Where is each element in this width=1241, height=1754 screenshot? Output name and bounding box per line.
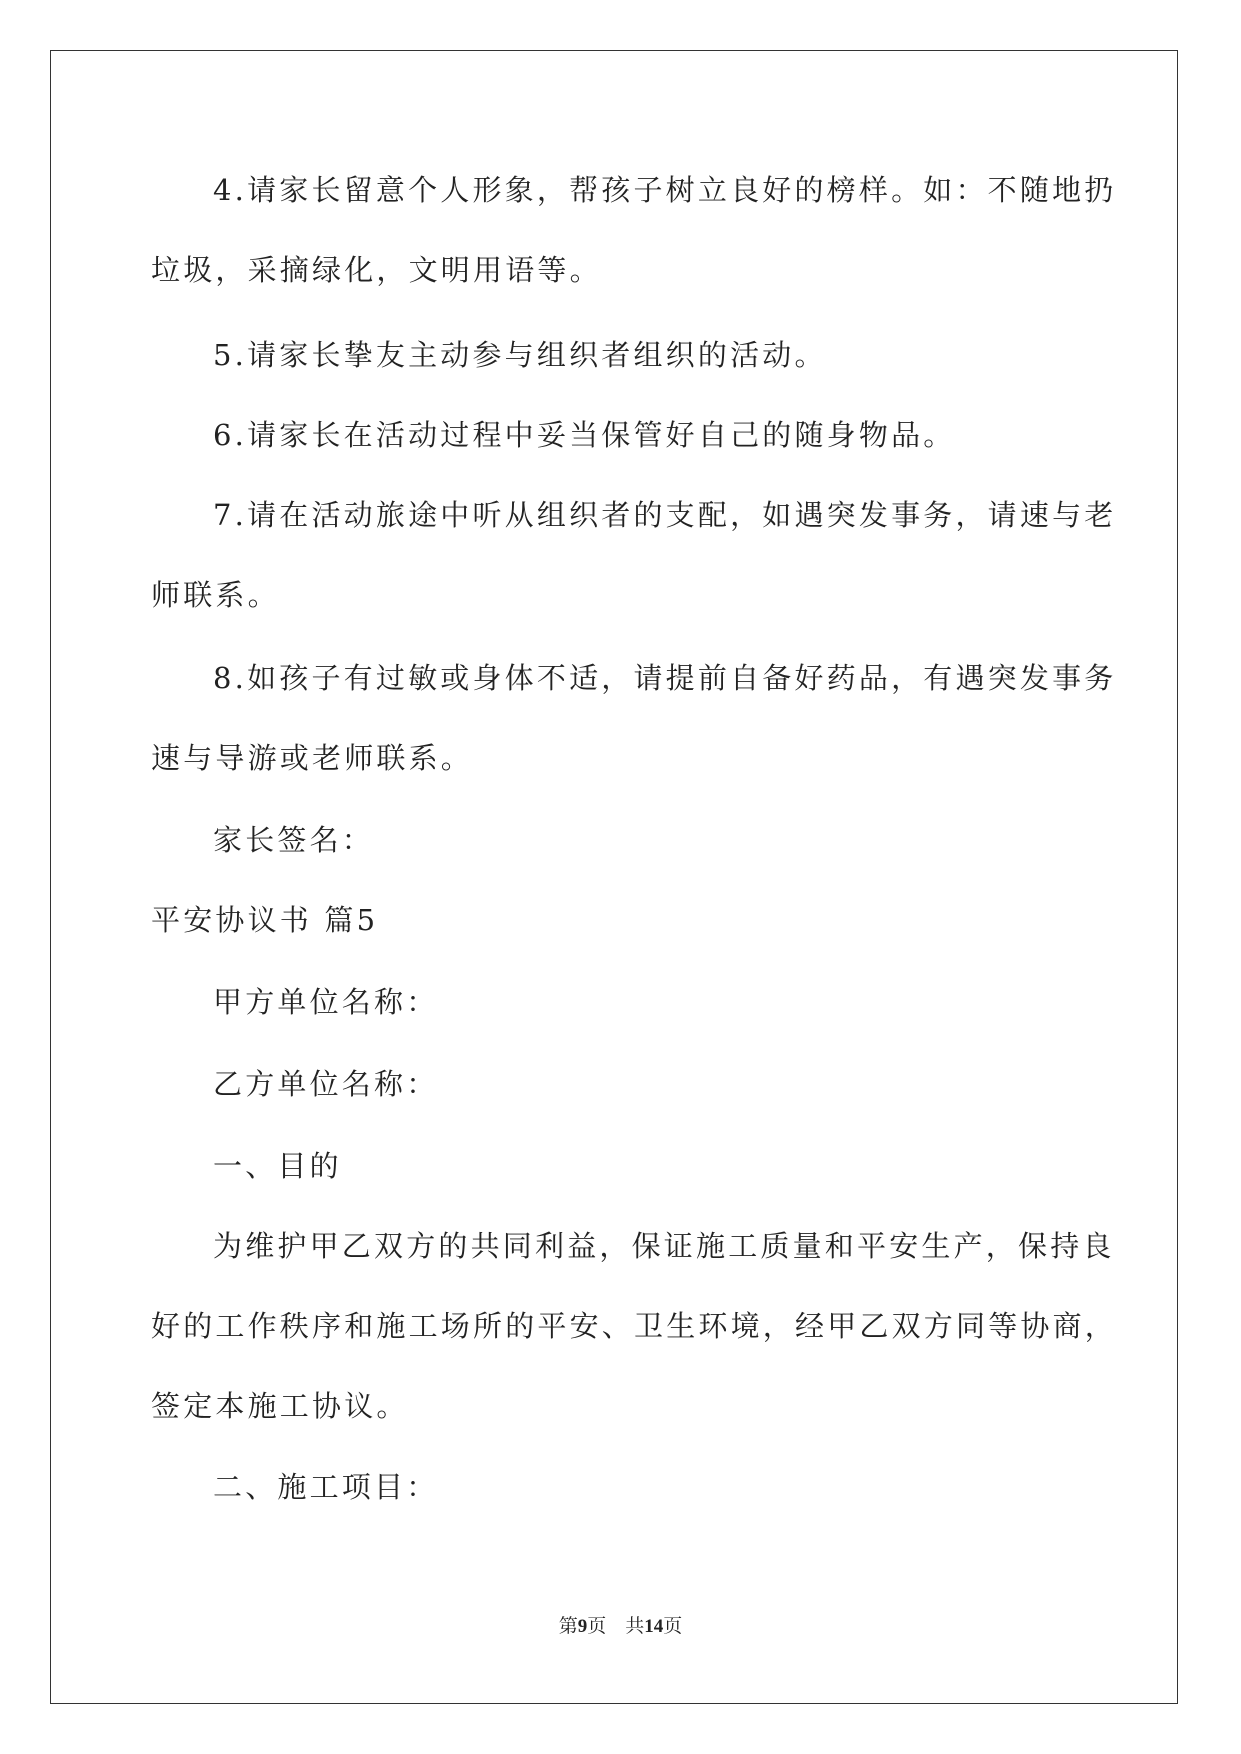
page-border xyxy=(50,50,1178,1704)
text-line: 7.请在活动旅途中听从组织者的支配，如遇突发事务，请速与老 xyxy=(213,498,1117,532)
current-page-number: 9 xyxy=(577,1616,588,1637)
party-a-label: 甲方单位名称： xyxy=(213,985,439,1019)
signature-label: 家长签名： xyxy=(213,823,375,857)
text-line: 4.请家长留意个人形象，帮孩子树立良好的榜样。如：不随地扔 xyxy=(213,173,1117,207)
section-heading: 平安协议书 篇5 xyxy=(151,903,379,937)
footer-mid: 页 共 xyxy=(587,1615,645,1637)
footer-prefix: 第 xyxy=(558,1615,578,1637)
footer-suffix: 页 xyxy=(663,1615,683,1637)
text-line: 为维护甲乙双方的共同利益，保证施工质量和平安生产，保持良 xyxy=(213,1229,1115,1263)
page-footer xyxy=(0,1614,1241,1639)
text-line: 速与导游或老师联系。 xyxy=(151,741,474,775)
party-b-label: 乙方单位名称： xyxy=(213,1067,439,1101)
text-line: 好的工作秩序和施工场所的平安、卫生环境，经甲乙双方同等协商， xyxy=(151,1309,1118,1343)
text-line: 签定本施工协议。 xyxy=(151,1389,409,1423)
text-line: 6.请家长在活动过程中妥当保管好自己的随身物品。 xyxy=(213,418,956,452)
subheading-purpose: 一、目的 xyxy=(213,1149,342,1183)
text-line: 垃圾，采摘绿化，文明用语等。 xyxy=(151,253,602,287)
text-line: 5.请家长挚友主动参与组织者组织的活动。 xyxy=(213,338,827,372)
total-pages-number: 14 xyxy=(644,1616,664,1637)
subheading-project: 二、施工项目： xyxy=(213,1470,439,1504)
text-line: 师联系。 xyxy=(151,578,280,612)
text-line: 8.如孩子有过敏或身体不适，请提前自备好药品，有遇突发事务 xyxy=(213,661,1117,695)
